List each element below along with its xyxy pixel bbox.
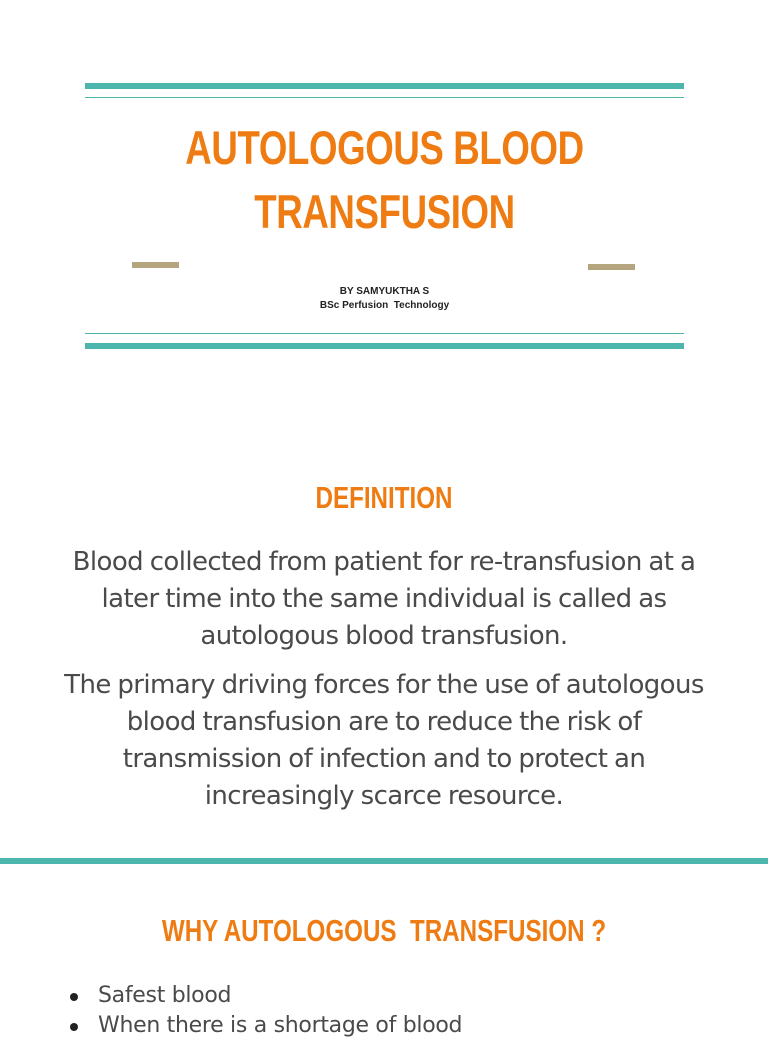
bullet-icon xyxy=(70,993,78,1001)
list-item xyxy=(66,981,462,1011)
course-line: BSc Perfusion Technology xyxy=(319,300,450,311)
title-slide xyxy=(0,0,768,430)
bottom-thin-rule xyxy=(85,333,684,334)
reasons-list xyxy=(66,981,462,1041)
list-item xyxy=(66,1011,462,1041)
why-autologous-slide xyxy=(0,866,768,1038)
right-accent-dash xyxy=(588,264,635,270)
driving-forces-paragraph: The primary driving forces for the use of autologous blood transfusion are to reduce the risk of transmission of infection and to protect an increasingly scarce resource. xyxy=(64,670,704,811)
author-line: BY SAMYUKTHA S xyxy=(339,286,430,297)
definition-slide xyxy=(0,430,768,860)
list-item-text: Safest blood xyxy=(98,983,232,1008)
why-heading: WHY AUTOLOGOUS TRANSFUSION ? xyxy=(161,913,607,948)
top-thin-rule xyxy=(85,97,684,98)
left-accent-dash xyxy=(132,262,179,268)
top-thick-rule xyxy=(85,83,684,89)
bottom-thick-rule xyxy=(85,343,684,349)
definition-heading: DEFINITION xyxy=(315,480,453,515)
list-item-text: When there is a shortage of blood xyxy=(98,1013,463,1038)
bullet-icon xyxy=(70,1023,78,1031)
definition-paragraph: Blood collected from patient for re-transfusion at a later time into the same individual is called as autologous blood transfusion. xyxy=(72,547,696,651)
presentation-title: AUTOLOGOUS BLOOD TRANSFUSION xyxy=(185,121,584,238)
slide-divider xyxy=(0,858,768,864)
